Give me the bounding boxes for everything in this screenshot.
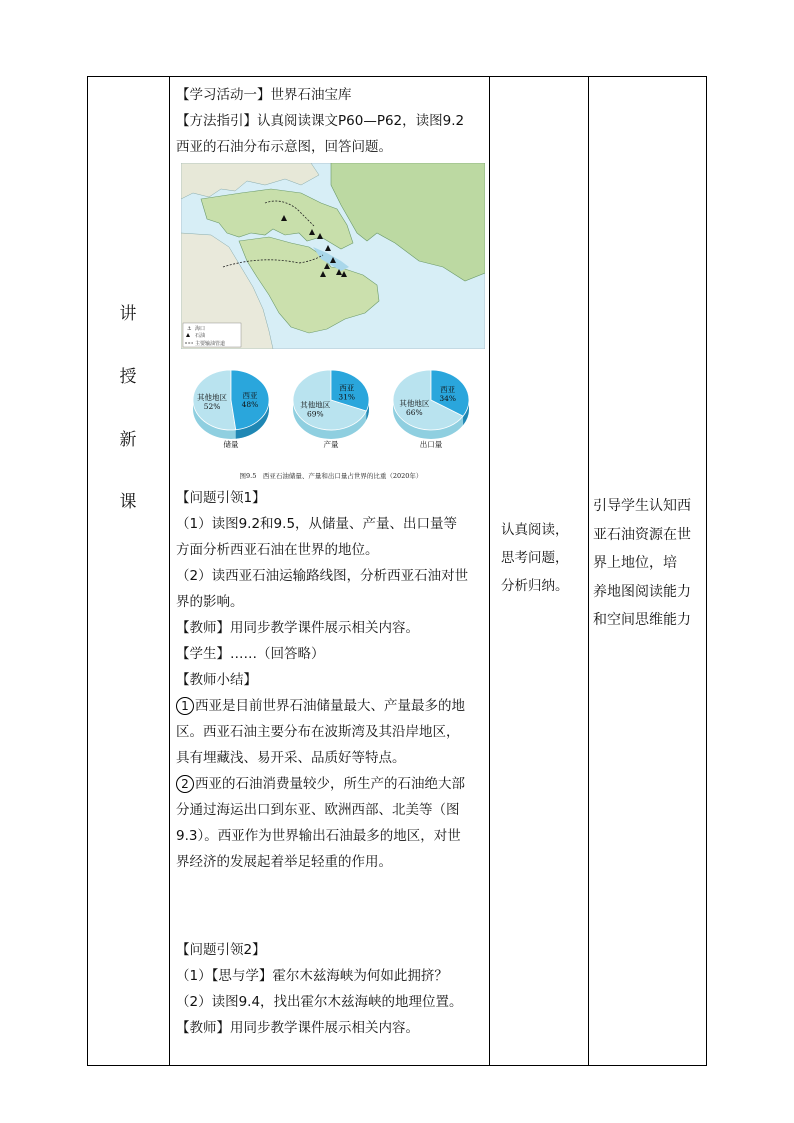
pie-value-other: 69% bbox=[306, 409, 324, 419]
summary-line: 西亚是目前世界石油储量最大、产量最多的地 bbox=[195, 698, 465, 714]
question1-title: 【问题引领1】 bbox=[176, 490, 266, 506]
design-intent-line: 界上地位，培 bbox=[593, 555, 677, 571]
method-guide-line: 【方法指引】认真阅读课文P60—P62，读图9.2 bbox=[176, 113, 465, 129]
column-divider-1 bbox=[169, 76, 170, 1066]
pie-label-west-asia: 西亚 bbox=[440, 384, 456, 394]
summary-line: 分通过海运出口到东亚、欧洲西部、北美等（图 bbox=[176, 802, 460, 818]
question2-line: （1）【思与学】霍尔木兹海峡为何如此拥挤？ bbox=[176, 968, 448, 984]
side-label-char: 授 bbox=[119, 367, 137, 387]
design-intent-line: 养地图阅读能力 bbox=[593, 583, 691, 600]
pie-label-west-asia: 西亚 bbox=[339, 383, 355, 393]
student-note: 【学生】……（回答略） bbox=[176, 646, 325, 662]
summary-title: 【教师小结】 bbox=[176, 672, 257, 688]
table-border-left bbox=[87, 76, 88, 1066]
student-activity-line: 思考问题， bbox=[501, 550, 569, 566]
pie-label-west-asia: 西亚 bbox=[242, 391, 258, 401]
summary-number-1: 1 bbox=[176, 697, 194, 715]
summary-line: 西亚的石油消费量较少，所生产的石油绝大部 bbox=[195, 776, 465, 792]
student-activity bbox=[501, 516, 579, 600]
question1-line: 界的影响。 bbox=[176, 594, 244, 610]
table-border-right bbox=[706, 76, 707, 1066]
side-label-char: 课 bbox=[119, 492, 137, 512]
question1-line: 方面分析西亚石油在世界的地位。 bbox=[176, 542, 379, 558]
teaching-content bbox=[176, 82, 488, 160]
side-label-char: 讲 bbox=[119, 304, 137, 324]
side-label-char: 新 bbox=[119, 430, 137, 450]
table-border-top bbox=[87, 76, 707, 77]
question-section bbox=[176, 485, 488, 875]
svg-text:⚓: ⚓ bbox=[187, 326, 192, 332]
column-divider-3 bbox=[588, 76, 589, 1066]
pie-category-label: 储量 bbox=[223, 440, 239, 449]
map-legend-pipeline: 主要输油管道 bbox=[195, 341, 226, 347]
summary-line: 界经济的发展起着举足轻重的作用。 bbox=[176, 854, 392, 870]
pie-category-label: 出口量 bbox=[419, 440, 443, 449]
pie-label-other: 其他地区 bbox=[399, 399, 430, 409]
teacher-note: 【教师】用同步教学课件展示相关内容。 bbox=[176, 620, 419, 636]
design-intent bbox=[593, 492, 703, 635]
figure-caption: 图9.5 西亚石油储量、产量和出口量占世界的比重（2020年） bbox=[239, 472, 423, 480]
activity-title: 【学习活动一】世界石油宝库 bbox=[176, 87, 352, 103]
west-asia-oil-map bbox=[181, 163, 485, 349]
question2-line: （2）读图9.4，找出霍尔木兹海峡的地理位置。 bbox=[176, 994, 463, 1010]
question1-line: （2）读西亚石油运输路线图，分析西亚石油对世 bbox=[176, 568, 469, 584]
question2-title: 【问题引领2】 bbox=[176, 942, 266, 958]
column-divider-2 bbox=[489, 76, 490, 1066]
map-legend-oil: 石油 bbox=[195, 333, 206, 339]
summary-line: 具有埋藏浅、易开采、品质好等特点。 bbox=[176, 750, 406, 766]
map-legend-port: 海口 bbox=[195, 326, 206, 332]
question2-section bbox=[176, 937, 488, 1041]
method-guide-line: 西亚的石油分布示意图，回答问题。 bbox=[176, 139, 392, 155]
summary-line: 9.3）。西亚作为世界输出石油最多的地区，对世 bbox=[176, 828, 461, 844]
pie-label-other: 其他地区 bbox=[300, 400, 331, 410]
summary-line: 区。西亚石油主要分布在波斯湾及其沿岸地区， bbox=[176, 724, 460, 740]
student-activity-line: 认真阅读， bbox=[501, 522, 569, 538]
student-activity-line: 分析归纳。 bbox=[501, 578, 569, 594]
teacher-note: 【教师】用同步教学课件展示相关内容。 bbox=[176, 1020, 419, 1036]
summary-number-2: 2 bbox=[176, 775, 194, 793]
design-intent-line: 引导学生认知西 bbox=[593, 498, 691, 514]
pie-category-label: 产量 bbox=[323, 440, 339, 449]
design-intent-line: 和空间思维能力 bbox=[593, 612, 691, 628]
pie-value-west-asia: 48% bbox=[241, 400, 259, 410]
table-border-bottom bbox=[87, 1065, 707, 1066]
design-intent-line: 亚石油资源在世 bbox=[593, 526, 691, 543]
pie-value-west-asia: 34% bbox=[439, 393, 456, 403]
pie-label-other: 其他地区 bbox=[197, 392, 228, 402]
oil-share-pie-charts bbox=[181, 360, 481, 484]
pie-value-west-asia: 31% bbox=[338, 392, 356, 402]
pie-value-other: 52% bbox=[203, 401, 221, 411]
pie-value-other: 66% bbox=[406, 408, 423, 418]
question1-line: （1）读图9.2和9.5，从储量、产量、出口量等 bbox=[176, 516, 458, 532]
